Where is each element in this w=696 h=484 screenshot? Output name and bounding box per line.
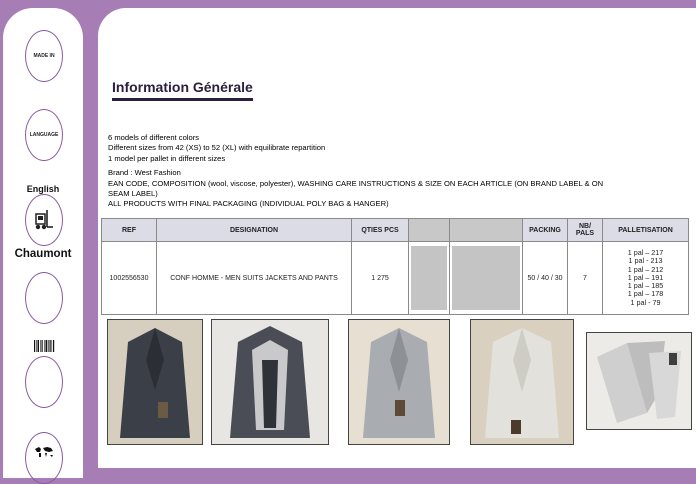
cell-nb-pals: 7 xyxy=(568,242,603,315)
info-line: EAN CODE, COMPOSITION (wool, viscose, polyester), WASHING CARE INSTRUCTIONS & SIZE ON EACH ARTICLE (ON BRAND LABEL & ON SEAM LABEL) xyxy=(108,178,604,199)
general-info xyxy=(108,133,608,210)
photo-open-grey-suit xyxy=(211,319,329,445)
header-blank-1 xyxy=(409,219,450,242)
language-badge xyxy=(25,109,63,161)
pallet-line: 1 pal - 79 xyxy=(630,297,661,307)
header-designation: DESIGNATION xyxy=(157,219,352,242)
table-row xyxy=(102,242,689,315)
sidebar xyxy=(3,8,83,478)
made-in-label: MADE IN xyxy=(33,53,55,59)
cell-ref: 1002556530 xyxy=(102,242,157,315)
photo-folded-light-suit xyxy=(586,332,692,430)
pallet-line: 1 pal - 213 xyxy=(628,256,663,266)
info-line: 1 model per pallet in different sizes xyxy=(108,153,226,163)
world-badge xyxy=(25,432,63,484)
pallet-line: 1 pal – 217 xyxy=(627,248,664,258)
info-line: Brand : West Fashion xyxy=(108,168,181,178)
photo-white-suit xyxy=(470,319,574,445)
cell-palletisation xyxy=(603,242,689,315)
header-nb-pals: NB/ PALS xyxy=(568,219,603,242)
photo-light-grey-suit xyxy=(348,319,450,445)
header-qties: QTIES PCS xyxy=(352,219,409,242)
forklift-icon xyxy=(33,208,55,232)
cell-designation: CONF HOMME - MEN SUITS JACKETS AND PANTS xyxy=(157,242,352,315)
header-packing: PACKING xyxy=(523,219,568,242)
language-value: English xyxy=(26,184,60,194)
made-in-badge xyxy=(25,30,63,82)
barcode-icon xyxy=(33,339,55,355)
header-blank-2 xyxy=(450,219,523,242)
forklift-badge xyxy=(25,194,63,246)
main-panel xyxy=(98,8,696,468)
city-value: Chaumont xyxy=(14,248,72,260)
info-line: ALL PRODUCTS WITH FINAL PACKAGING (INDIVIDUAL POLY BAG & HANGER) xyxy=(108,199,389,209)
header-palletisation: PALLETISATION xyxy=(603,219,689,242)
cell-packing: 50 / 40 / 30 xyxy=(523,242,568,315)
info-line: 6 models of different colors xyxy=(108,133,200,142)
cell-blank-1 xyxy=(409,242,450,315)
header-ref: REF xyxy=(102,219,157,242)
pallet-line: 1 pal – 191 xyxy=(627,272,664,282)
empty-badge xyxy=(25,272,63,324)
info-line: Different sizes from 42 (XS) to 52 (XL) with equilibrate repartition xyxy=(108,143,326,153)
barcode-badge xyxy=(25,356,63,408)
photo-dark-grey-suit xyxy=(107,319,203,445)
products-table xyxy=(101,218,689,315)
page-title: Information Générale xyxy=(112,79,253,101)
cell-qties: 1 275 xyxy=(352,242,409,315)
cell-blank-2 xyxy=(450,242,523,315)
language-label: LANGUAGE xyxy=(29,132,59,138)
pallet-line: 1 pal – 185 xyxy=(627,281,664,291)
pallet-line: 1 pal – 212 xyxy=(627,264,664,274)
pallet-line: 1 pal – 178 xyxy=(627,289,664,299)
table-header-row xyxy=(102,219,689,242)
world-map-icon xyxy=(33,445,55,459)
